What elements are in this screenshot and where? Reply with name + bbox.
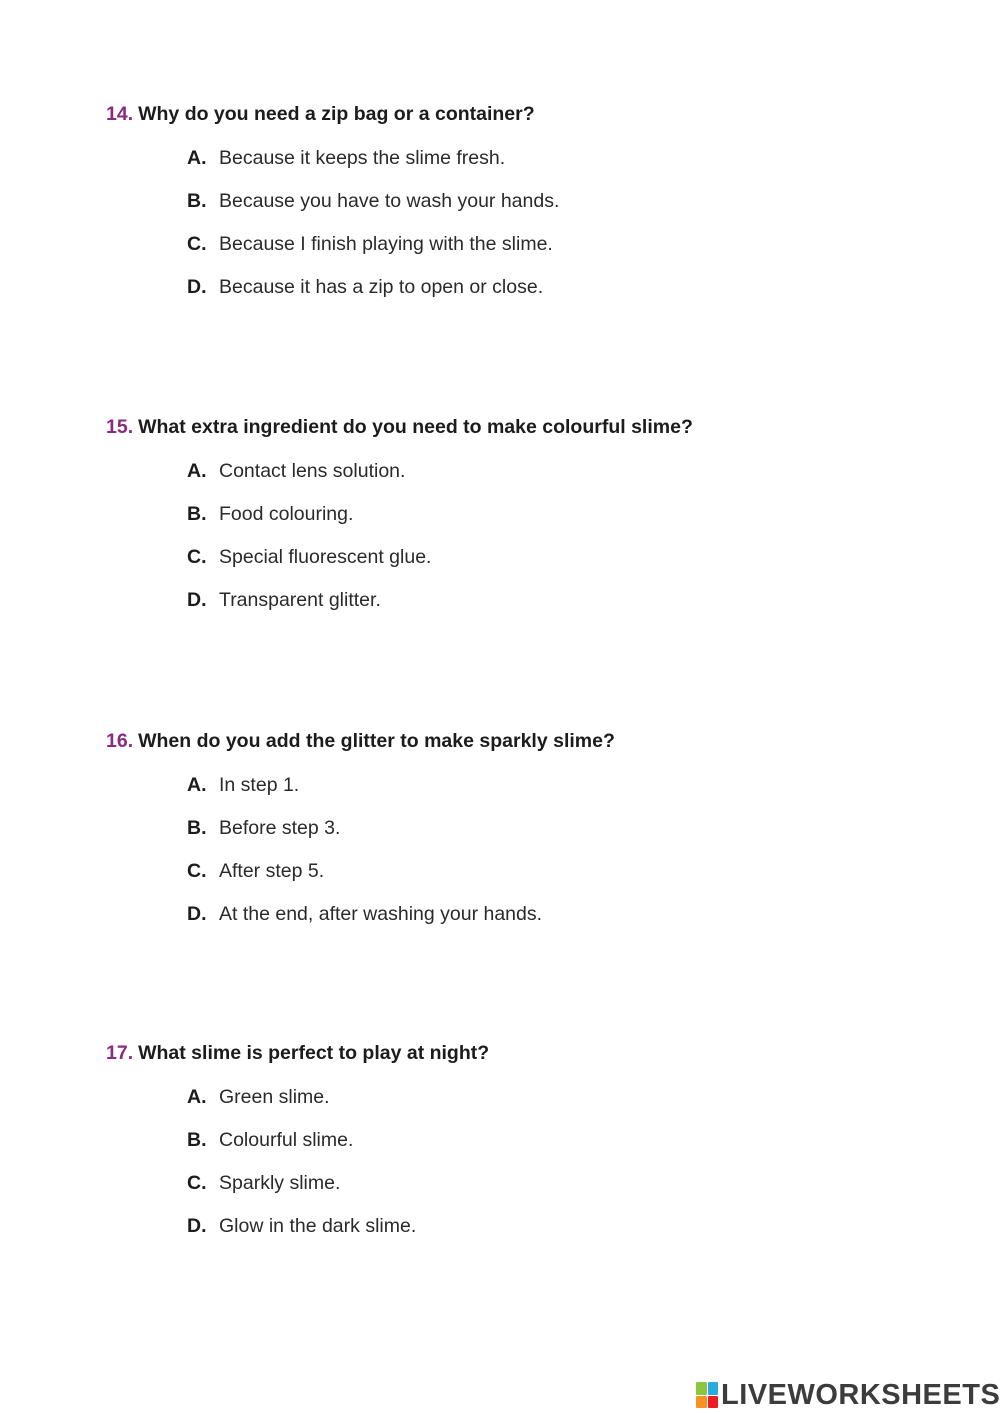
question-17: [106, 1040, 966, 1257]
option-text: Colourful slime.: [219, 1129, 354, 1151]
option-letter: D.: [187, 903, 207, 925]
option-text: Because I finish playing with the slime.: [219, 233, 553, 255]
liveworksheets-logo: [696, 1378, 1000, 1412]
question-text: When do you add the glitter to make sparkly slime?: [138, 730, 615, 752]
option-a[interactable]: [187, 459, 966, 502]
option-letter: B.: [187, 817, 207, 839]
option-letter: C.: [187, 546, 207, 568]
option-text: Sparkly slime.: [219, 1172, 341, 1194]
option-letter: C.: [187, 1172, 207, 1194]
answer-options: [106, 1085, 966, 1257]
option-d[interactable]: [187, 902, 966, 945]
question-text: What slime is perfect to play at night?: [138, 1042, 490, 1064]
option-text: Green slime.: [219, 1086, 330, 1108]
logo-square-blue: [708, 1382, 719, 1395]
question-number: 16.: [106, 730, 134, 752]
option-letter: D.: [187, 276, 207, 298]
option-c[interactable]: [187, 545, 966, 588]
option-letter: B.: [187, 1129, 207, 1151]
question-text: What extra ingredient do you need to make colourful slime?: [138, 416, 693, 438]
logo-square-orange: [696, 1396, 707, 1409]
answer-options: [106, 146, 966, 318]
option-text: Because it keeps the slime fresh.: [219, 147, 506, 169]
option-b[interactable]: [187, 189, 966, 232]
option-text: Before step 3.: [219, 817, 341, 839]
option-text: Because you have to wash your hands.: [219, 190, 560, 212]
option-letter: A.: [187, 147, 207, 169]
option-b[interactable]: [187, 1128, 966, 1171]
option-letter: D.: [187, 1215, 207, 1237]
logo-square-green: [696, 1382, 707, 1395]
option-text: In step 1.: [219, 774, 300, 796]
option-text: Because it has a zip to open or close.: [219, 276, 544, 298]
question-heading: [106, 728, 966, 754]
option-d[interactable]: [187, 275, 966, 318]
answer-options: [106, 459, 966, 631]
option-letter: B.: [187, 503, 207, 525]
option-letter: A.: [187, 1086, 207, 1108]
option-text: At the end, after washing your hands.: [219, 903, 543, 925]
question-number: 17.: [106, 1042, 134, 1064]
option-text: Food colouring.: [219, 503, 354, 525]
option-letter: B.: [187, 190, 207, 212]
logo-square-red: [708, 1396, 719, 1409]
option-c[interactable]: [187, 232, 966, 275]
logo-text: LIVEWORKSHEETS: [721, 1378, 1000, 1411]
option-c[interactable]: [187, 859, 966, 902]
option-a[interactable]: [187, 773, 966, 816]
question-text: Why do you need a zip bag or a container?: [138, 103, 535, 125]
answer-options: [106, 773, 966, 945]
option-letter: A.: [187, 460, 207, 482]
option-letter: C.: [187, 233, 207, 255]
option-letter: D.: [187, 589, 207, 611]
option-text: Glow in the dark slime.: [219, 1215, 417, 1237]
logo-mark-icon: [696, 1382, 718, 1408]
option-c[interactable]: [187, 1171, 966, 1214]
option-d[interactable]: [187, 588, 966, 631]
question-15: [106, 414, 966, 631]
option-b[interactable]: [187, 816, 966, 859]
option-text: Transparent glitter.: [219, 589, 381, 611]
option-text: Special fluorescent glue.: [219, 546, 432, 568]
option-a[interactable]: [187, 146, 966, 189]
option-letter: A.: [187, 774, 207, 796]
question-heading: [106, 101, 966, 127]
option-b[interactable]: [187, 502, 966, 545]
option-text: Contact lens solution.: [219, 460, 406, 482]
question-14: [106, 101, 966, 318]
option-text: After step 5.: [219, 860, 325, 882]
question-heading: [106, 414, 966, 440]
option-letter: C.: [187, 860, 207, 882]
option-a[interactable]: [187, 1085, 966, 1128]
question-number: 15.: [106, 416, 134, 438]
question-number: 14.: [106, 103, 134, 125]
option-d[interactable]: [187, 1214, 966, 1257]
question-16: [106, 728, 966, 945]
question-heading: [106, 1040, 966, 1066]
